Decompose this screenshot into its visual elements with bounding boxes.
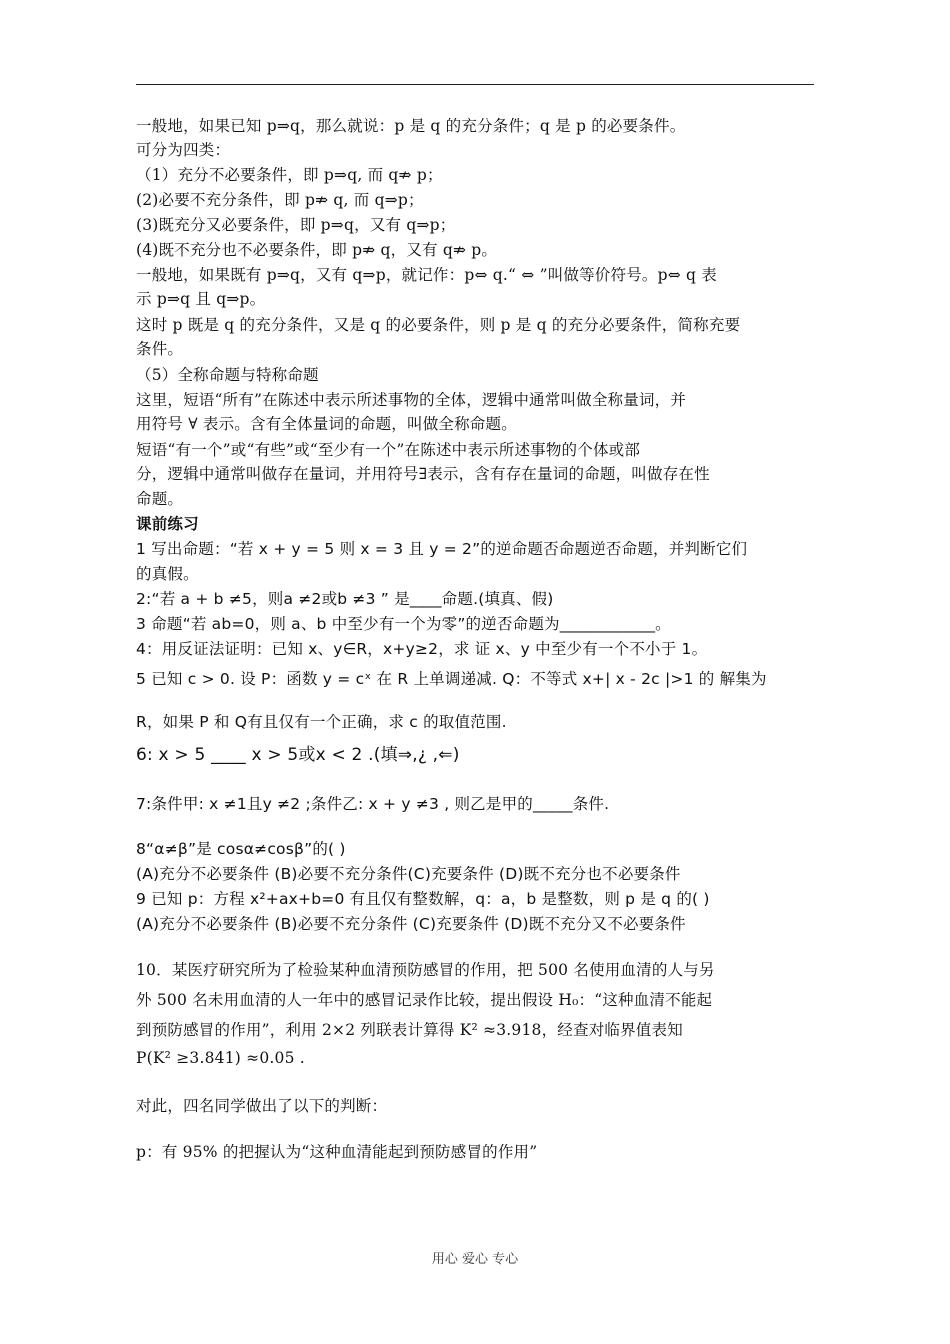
text-line: 课前练习 xyxy=(136,515,199,533)
text-line: P(K² ≥3.841) ≈0.05 . xyxy=(136,1049,305,1067)
text-line: 命题。 xyxy=(136,490,184,508)
text-line: 外 500 名未用血清的人一年中的感冒记录作比较，提出假设 H₀：“这种血清不能起 xyxy=(136,991,713,1009)
header-rule xyxy=(136,84,814,85)
text-line: (A)充分不必要条件 (B)必要不充分条件(C)充要条件 (D)既不充分也不必要条件 xyxy=(136,865,681,883)
text-line: 一般地，如果既有 p⇒q，又有 q⇒p，就记作：p⇔ q.“ ⇔ ”叫做等价符号。p⇔ q 表 xyxy=(136,266,717,284)
text-line: 示 p⇒q 且 q⇒p。 xyxy=(136,290,266,308)
text-line: （5）全称命题与特称命题 xyxy=(136,366,319,384)
text-line: 的真假。 xyxy=(136,565,199,583)
text-line: 条件。 xyxy=(136,340,184,358)
text-line: 7:条件甲: x ≠1且y ≠2 ;条件乙: x + y ≠3 , 则乙是甲的_____条件. xyxy=(136,795,610,813)
text-line: 6: x > 5 ____ x > 5或x < 2 .(填⇒,¿ ,⇐) xyxy=(136,745,460,765)
text-line: 一般地，如果已知 p⇒q，那么就说：p 是 q 的充分条件；q 是 p 的必要条件。 xyxy=(136,117,686,135)
text-line: (3)既充分又必要条件，即 p⇒q，又有 q⇒p； xyxy=(136,216,456,234)
text-line: 5 已知 c > 0. 设 P：函数 y = cˣ 在 R 上单调递减. Q：不等式 x+| x - 2c |>1 的 解集为 xyxy=(136,670,767,688)
text-line: 这时 p 既是 q 的充分条件，又是 q 的必要条件，则 p 是 q 的充分必要条件，简称充要 xyxy=(136,316,741,334)
text-line: 2:“若 a + b ≠5，则a ≠2或b ≠3 ” 是____命题.(填真、假) xyxy=(136,590,554,608)
text-line: 到预防感冒的作用”，利用 2×2 列联表计算得 K² ≈3.918，经查对临界值表知 xyxy=(136,1021,683,1039)
text-line: R，如果 P 和 Q有且仅有一个正确，求 c 的取值范围. xyxy=(136,713,507,731)
text-line: 对此，四名同学做出了以下的判断： xyxy=(136,1097,388,1115)
text-line: (A)充分不必要条件 (B)必要不充分条件 (C)充要条件 (D)既不充分又不必要条件 xyxy=(136,915,686,933)
page-footer: 用心 爱心 专心 xyxy=(431,1252,519,1267)
text-line: 可分为四类： xyxy=(136,141,231,159)
text-line: 用符号 ∀ 表示。含有全体量词的命题，叫做全称命题。 xyxy=(136,415,517,433)
text-line: 这里，短语“所有”在陈述中表示所述事物的全体，逻辑中通常叫做全称量词，并 xyxy=(136,391,687,409)
text-line: p：有 95% 的把握认为“这种血清能起到预防感冒的作用” xyxy=(136,1143,538,1161)
text-line: (4)既不充分也不必要条件，即 p⇏ q，又有 q⇏ p。 xyxy=(136,241,498,259)
text-line: 1 写出命题：“若 x + y = 5 则 x = 3 且 y = 2”的逆命题否命题逆否命题，并判断它们 xyxy=(136,540,748,558)
text-line: (2)必要不充分条件，即 p⇏ q, 而 q⇒p； xyxy=(136,191,424,209)
text-line: 4：用反证法证明：已知 x、y∈R，x+y≥2，求 证 x、y 中至少有一个不小于 1。 xyxy=(136,640,708,658)
text-line: 10．某医疗研究所为了检验某种血清预防感冒的作用，把 500 名使用血清的人与另 xyxy=(136,961,715,979)
text-line: （1）充分不必要条件，即 p⇒q, 而 q⇏ p； xyxy=(136,166,443,184)
text-line: 8“α≠β”是 cosα≠cosβ”的( ) xyxy=(136,840,346,858)
text-line: 3 命题“若 ab=0，则 a、b 中至少有一个为零”的逆否命题为____________。 xyxy=(136,615,671,633)
text-line: 9 已知 p：方程 x²+ax+b=0 有且仅有整数解，q：a，b 是整数，则 p 是 q 的( ) xyxy=(136,890,710,908)
text-line: 短语“有一个”或“有些”或“至少有一个”在陈述中表示所述事物的个体或部 xyxy=(136,441,641,459)
text-line: 分，逻辑中通常叫做存在量词，并用符号∃表示，含有存在量词的命题，叫做存在性 xyxy=(136,465,710,483)
